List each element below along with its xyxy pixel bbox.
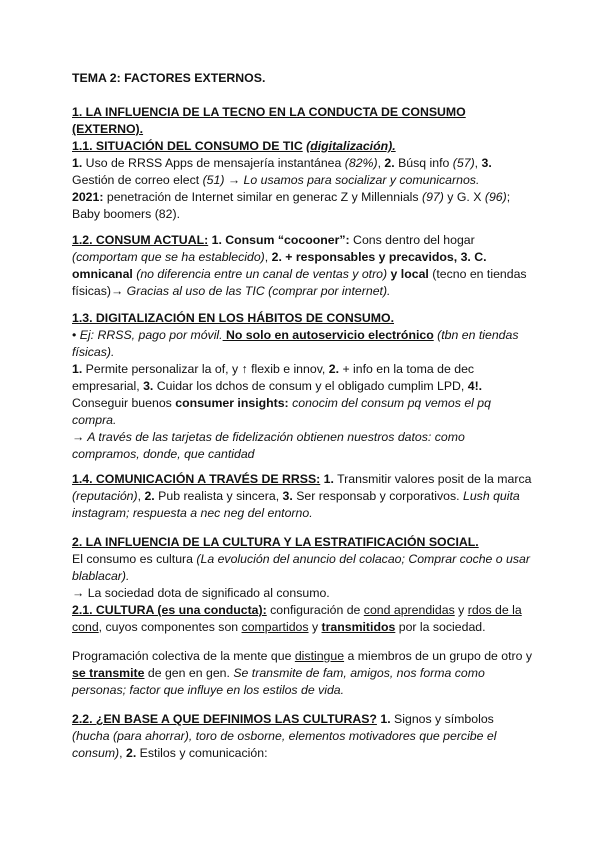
section-1-4-line-1: 1.4. COMUNICACIÓN A TRAVÉS DE RRSS: 1. Transmitir valores posit de la marca — [72, 472, 532, 486]
section-1-1-line-3: 2021: penetración de Internet similar en generac Z y Millennials (97) y G. X (96); — [72, 190, 511, 204]
section-1-4-heading: 1.4. COMUNICACIÓN A TRAVÉS DE RRSS: — [72, 472, 321, 486]
section-1-3-line-1: 1. Permite personalizar la of, y ↑ flexib e innov, 2. + info en la toma de dec — [72, 362, 475, 376]
section-2-1-heading: 2.1. CULTURA (es una conducta): — [72, 603, 267, 617]
section-1-3-line-5: → A través de las tarjetas de fidelización obtienen nuestros datos: como — [72, 430, 465, 444]
section-2-2-line-3: consum), 2. Estilos y comunicación: — [72, 746, 268, 760]
section-2-heading: 2. LA INFLUENCIA DE LA CULTURA Y LA ESTRATIFICACIÓN SOCIAL. — [72, 535, 479, 549]
section-1-3-bullet-line-2: físicas). — [72, 345, 115, 359]
section-1-1-heading-paren: (digitalización). — [306, 139, 396, 153]
section-2-2-line-1: 2.2. ¿EN BASE A QUE DEFINIMOS LAS CULTURAS? 1. Signos y símbolos — [72, 712, 494, 726]
section-1-2-line-3: omnicanal (no diferencia entre un canal de ventas y otro) y local (tecno en tiendas — [72, 267, 527, 281]
section-1-3 — [72, 310, 534, 463]
section-1-1-line-4: Baby boomers (82). — [72, 207, 180, 221]
section-1-3-line-4: compra. — [72, 413, 117, 427]
section-1 — [72, 104, 534, 223]
section-1-2-heading: 1.2. CONSUM ACTUAL: — [72, 233, 209, 247]
section-1-4-line-2: (reputación), 2. Pub realista y sincera, 3. Ser responsab y corporativos. Lush quita — [72, 489, 520, 503]
section-2-line-3: → La sociedad dota de significado al consumo. — [72, 586, 330, 600]
section-2-2-line-2: (hucha (para ahorrar), toro de osborne, elementos motivadores que percibe el — [72, 729, 497, 743]
document-title-block — [72, 70, 534, 87]
section-1-heading: 1. LA INFLUENCIA DE LA TECNO EN LA CONDUCTA DE CONSUMO (EXTERNO). — [72, 105, 466, 136]
section-1-1-heading-line — [72, 138, 534, 155]
section-1-2-line-2: (comportam que se ha establecido), 2. + responsables y precavidos, 3. C. — [72, 250, 487, 264]
section-2 — [72, 534, 534, 636]
section-1-3-bullet-line-1: • Ej: RRSS, pago por móvil. No solo en autoservicio electrónico (tbn en tiendas — [72, 328, 519, 342]
section-2-2-heading: 2.2. ¿EN BASE A QUE DEFINIMOS LAS CULTURAS? — [72, 712, 377, 726]
section-1-1-line-2: Gestión de correo elect (51) → Lo usamos para socializar y comunicarnos. — [72, 173, 480, 187]
section-2-paragraph — [72, 648, 534, 699]
section-1-4 — [72, 471, 534, 522]
section-2-line-2: blablacar). — [72, 569, 130, 583]
section-2-1-line-1: 2.1. CULTURA (es una conducta): configuración de cond aprendidas y rdos de la — [72, 603, 522, 617]
section-1-2-line-4: físicas)→ Gracias al uso de las TIC (comprar por internet). — [72, 284, 391, 298]
section-1-3-line-6: compramos, donde, que cantidad — [72, 447, 255, 461]
section-1-3-line-3: Conseguir buenos consumer insights: conocim del consum pq vemos el pq — [72, 396, 491, 410]
section-1-1-line-1: 1. Uso de RRSS Apps de mensajería instantánea (82%), 2. Búsq info (57), 3. — [72, 156, 492, 170]
section-2-paragraph-line-3: personas; factor que influye en los estilos de vida. — [72, 683, 345, 697]
section-1-2-line-1: 1.2. CONSUM ACTUAL: 1. Consum “cocooner”: Cons dentro del hogar — [72, 233, 475, 247]
section-2-2 — [72, 711, 534, 762]
section-1-2 — [72, 232, 534, 300]
section-1-3-heading: 1.3. DIGITALIZACIÓN EN LOS HÁBITOS DE CONSUMO. — [72, 311, 395, 325]
section-1-3-line-2: empresarial, 3. Cuidar los dchos de consum y el obligado cumplim LPD, 4!. — [72, 379, 483, 393]
section-2-paragraph-line-1: Programación colectiva de la mente que distingue a miembros de un grupo de otro y — [72, 649, 533, 663]
section-2-paragraph-line-2: se transmite de gen en gen. Se transmite de fam, amigos, nos forma como — [72, 666, 485, 680]
section-2-line-1: El consumo es cultura (La evolución del anuncio del colacao; Comprar coche o usar — [72, 552, 530, 566]
section-1-1-heading: 1.1. SITUACIÓN DEL CONSUMO DE TIC — [72, 139, 303, 153]
section-2-1-line-2: cond, cuyos componentes son compartidos y transmitidos por la sociedad. — [72, 620, 486, 634]
section-1-4-line-3: instagram; respuesta a nec neg del entorno. — [72, 506, 313, 520]
document-title: TEMA 2: FACTORES EXTERNOS. — [72, 71, 266, 85]
